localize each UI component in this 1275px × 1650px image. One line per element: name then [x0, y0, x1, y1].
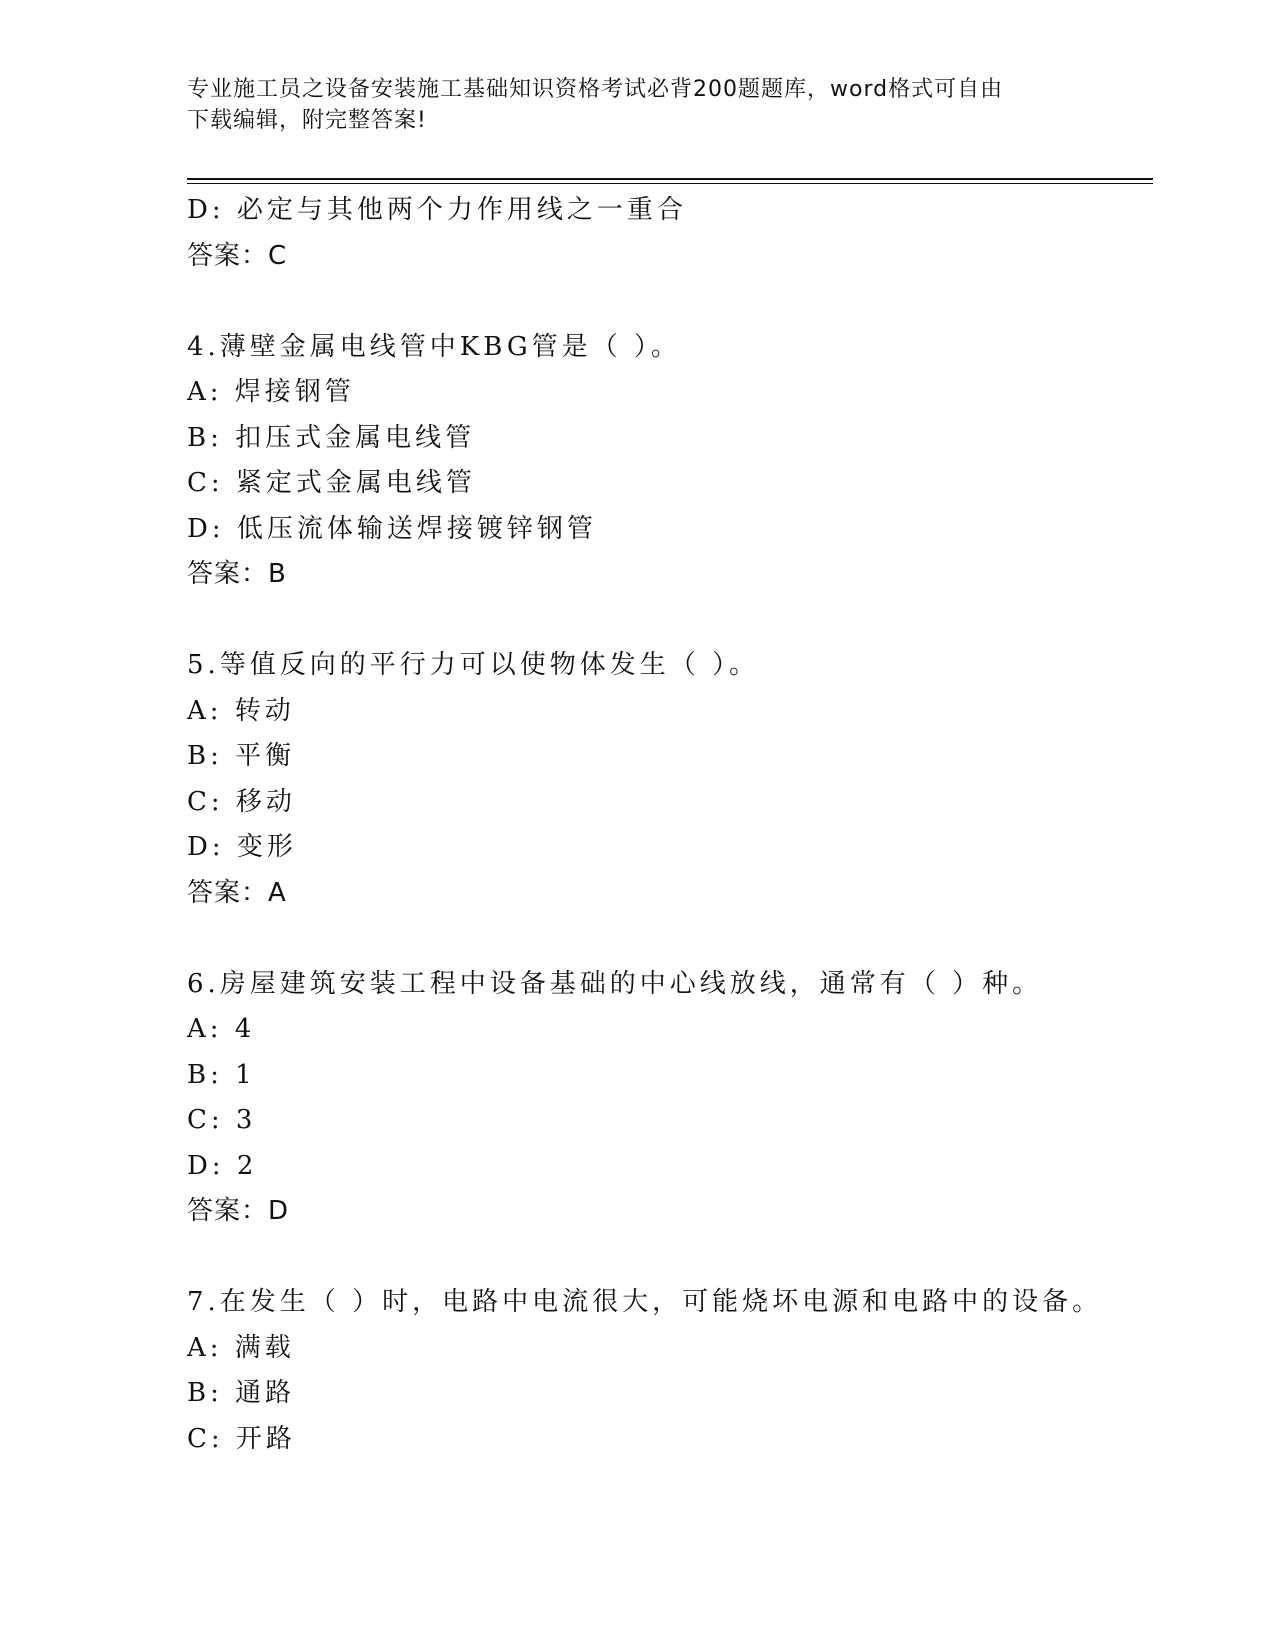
option-b: B: 通路: [187, 1378, 296, 1408]
option-a: A: 焊接钢管: [187, 377, 355, 407]
option-a: A: 满载: [187, 1332, 295, 1363]
answer-line: 答案：A: [187, 877, 287, 908]
question-block-7: [187, 1280, 1153, 1462]
answer-line: 答案：B: [187, 559, 287, 589]
answer-line: 答案：C: [187, 240, 288, 271]
option-b: B: 扣压式金属电线管: [187, 422, 476, 453]
option-a: A: 转动: [187, 695, 295, 726]
option-b: B: 1: [187, 1059, 256, 1090]
question-block-5: [187, 643, 1153, 916]
header-line-2: 下载编辑，附完整答案!: [187, 108, 427, 133]
question-block-6: [187, 962, 1153, 1235]
question-text: 4.薄壁金属电线管中KBG管是（ ）。: [187, 331, 681, 362]
option-c: C: 开路: [187, 1423, 296, 1454]
option-c: C: 移动: [187, 786, 296, 817]
header-divider-thick: [187, 178, 1153, 180]
question-list: [187, 188, 1153, 1462]
option-c: C: 3: [187, 1105, 257, 1135]
option-b: B: 平衡: [187, 741, 296, 771]
option-d: D: 低压流体输送焊接镀锌钢管: [187, 513, 597, 544]
answer-line: 答案：D: [187, 1196, 290, 1226]
question-text: 5.等值反向的平行力可以使物体发生（ ）。: [187, 650, 760, 680]
option-c: C: 紧定式金属电线管: [187, 468, 476, 498]
header-line-1: 专业施工员之设备安装施工基础知识资格考试必背200题题库，word格式可自由: [187, 77, 1004, 102]
option-d: D: 变形: [187, 832, 297, 862]
option-a: A: 4: [187, 1014, 256, 1044]
question-text: 7.在发生（ ）时，电路中电流很大，可能烧坏电源和电路中的设备。: [187, 1287, 1103, 1317]
header-divider-thin: [187, 183, 1153, 184]
document-header: [187, 74, 1077, 136]
question-block-3: [187, 188, 1153, 279]
option-d: D: 2: [187, 1150, 258, 1181]
option-d: D: 必定与其他两个力作用线之一重合: [187, 195, 687, 225]
question-text: 6.房屋建筑安装工程中设备基础的中心线放线，通常有（ ）种。: [187, 968, 1043, 999]
question-block-4: [187, 325, 1153, 598]
